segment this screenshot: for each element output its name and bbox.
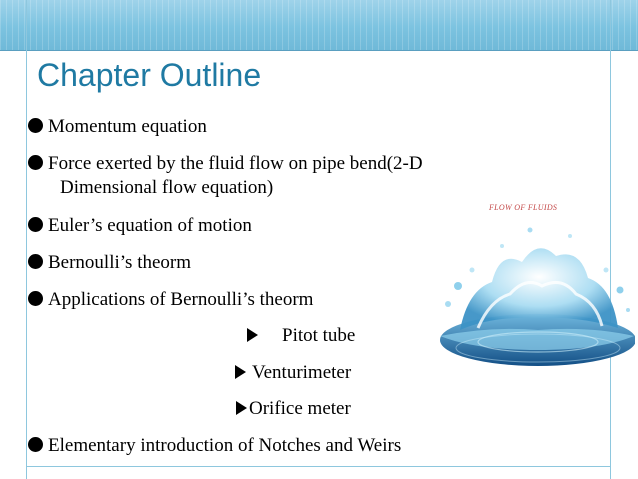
- bullet-text: Elementary introduction of Notches and Weirs: [48, 435, 402, 456]
- bullet-text: Euler’s equation of motion: [48, 215, 252, 236]
- slide-title: Chapter Outline: [37, 57, 262, 93]
- water-splash-icon: [430, 190, 635, 370]
- bullet-text: Dimensional flow equation): [60, 177, 274, 198]
- top-decorative-band: [0, 0, 638, 50]
- bullet-dot-icon: [28, 118, 43, 133]
- arrow-bullet-icon: [236, 401, 247, 415]
- bullet-dot-icon: [28, 217, 43, 232]
- arrow-bullet-icon: [235, 365, 246, 379]
- bullet-continuation: [60, 177, 273, 199]
- sub-bullet-item: [236, 398, 351, 420]
- sub-bullet-item: [247, 325, 355, 347]
- sub-bullet-item: [235, 362, 351, 384]
- bullet-item: [28, 252, 191, 274]
- left-rail-line: [26, 0, 27, 479]
- bullet-dot-icon: [28, 291, 43, 306]
- bullet-dot-icon: [28, 155, 43, 170]
- bullet-text: Bernoulli’s theorm: [48, 252, 192, 273]
- bullet-text: Applications of Bernoulli’s theorm: [48, 289, 314, 310]
- image-caption: FLOW OF FLUIDS: [489, 203, 558, 212]
- sub-bullet-text: Pitot tube: [282, 325, 356, 346]
- arrow-bullet-icon: [247, 328, 258, 342]
- bullet-dot-icon: [28, 437, 43, 452]
- bullet-item: [28, 215, 252, 237]
- bullet-item: [28, 153, 423, 175]
- bullet-text: Force exerted by the fluid flow on pipe bend(2-D: [48, 153, 423, 174]
- bullet-item: [28, 116, 207, 138]
- sub-bullet-text: Orifice meter: [249, 398, 351, 419]
- top-divider: [0, 50, 638, 51]
- sub-bullet-text: Venturimeter: [252, 362, 352, 383]
- bottom-divider: [26, 466, 611, 467]
- bullet-dot-icon: [28, 254, 43, 269]
- bullet-item: [28, 289, 313, 311]
- bullet-text: Momentum equation: [48, 116, 207, 137]
- bullet-item: [28, 435, 401, 457]
